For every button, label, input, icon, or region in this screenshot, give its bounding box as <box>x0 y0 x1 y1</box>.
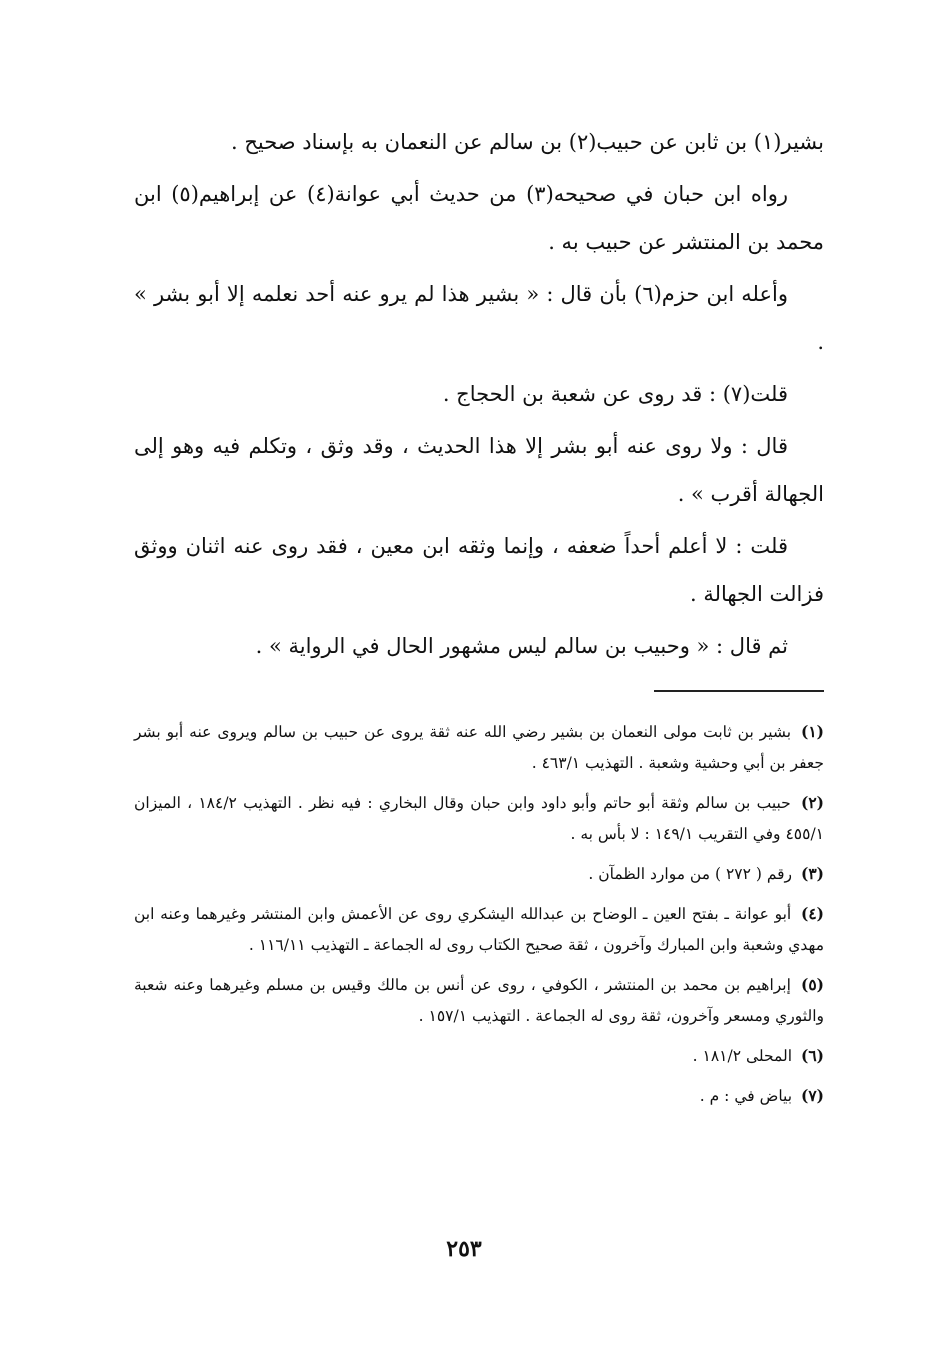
footnote-1 <box>134 716 824 779</box>
footnote-text: حبيب بن سالم وثقة أبو حاتم وأبو داود وابن حبان وقال البخاري : فيه نظر . التهذيب ١٨٤/٢ ، الميزان ٤٥٥/١ وفي التقريب ١٤٩/١ : لا بأس به . <box>134 794 824 843</box>
page-number: ٢٥٣ <box>446 1236 482 1262</box>
footnote-5 <box>134 969 824 1032</box>
paragraph-1: بشير(١) بن ثابن عن حبيب(٢) بن سالم عن النعمان به بإسناد صحيح . <box>230 130 824 154</box>
footnote-separator <box>654 690 824 692</box>
footnote-text: إبراهيم بن محمد بن المنتشر ، الكوفي ، روى عن أنس بن مالك وقيس بن مسلم وغيرهما وعنه شعبة والثوري ومسعر وآخرون، ثقة روى له الجماعة . التهذيب ١٥٧/١ . <box>134 976 824 1025</box>
footnote-number: (١) <box>800 722 824 741</box>
footnote-6 <box>134 1040 824 1072</box>
footnote-text: بشير بن ثابت مولى النعمان بن بشير رضي الله عنه ثقة يروى عن حبيب بن سالم ويروى عنه أبو بشر جعفر بن أبي وحشية وشعبة . التهذيب ٤٦٣/١ . <box>134 723 824 772</box>
paragraph-2: رواه ابن حبان في صحيحه(٣) من حديث أبي عوانة(٤) عن إبراهيم(٥) ابن محمد بن المنتشر عن حبيب به . <box>134 182 824 254</box>
footnote-number: (٥) <box>800 975 824 994</box>
footnote-7 <box>134 1080 824 1112</box>
footnote-text: المحلى ١٨١/٢ . <box>692 1047 793 1065</box>
main-text <box>134 118 824 674</box>
footnote-2 <box>134 787 824 850</box>
paragraph-4: قلت(٧) : قد روى عن شعبة بن الحجاج . <box>442 382 788 406</box>
paragraph-6: قلت : لا أعلم أحداً ضعفه ، وإنما وثقه ابن معين ، فقد روى عنه اثنان ووثق فزالت الجهالة . <box>134 534 824 606</box>
footnote-number: (٦) <box>800 1046 824 1065</box>
footnote-number: (٢) <box>801 793 825 812</box>
footnote-number: (٤) <box>800 904 824 923</box>
footnote-text: رقم ( ٢٧٢ ) من موارد الظمآن . <box>588 865 793 883</box>
footnote-number: (٣) <box>800 864 824 883</box>
footnote-text: أبو عوانة ـ بفتح العين ـ الوضاح بن عبدالله اليشكري روى عن الأعمش وابن المنتشر وغيرهما وعنه ابن مهدي وشعبة وابن المبارك وآخرون ، ثقة صحيح الكتاب روى له الجماعة ـ التهذيب ١١٦/١١ . <box>134 905 824 954</box>
paragraph-7: ثم قال : « وحبيب بن سالم ليس مشهور الحال في الرواية » . <box>255 634 788 658</box>
paragraph-3: وأعله ابن حزم(٦) بأن قال : « بشير هذا لم يرو عنه أحد نعلمه إلا أبو بشر » . <box>134 282 824 354</box>
footnote-number: (٧) <box>800 1086 824 1105</box>
footnote-text: بياض في : م . <box>699 1087 793 1105</box>
footnotes <box>134 716 824 1120</box>
footnote-4 <box>134 898 824 961</box>
paragraph-5: قال : ولا روى عنه أبو بشر إلا هذا الحديث ، وقد وثق ، وتكلم فيه وهو إلى الجهالة أقرب » . <box>134 434 824 506</box>
footnote-3 <box>134 858 824 890</box>
